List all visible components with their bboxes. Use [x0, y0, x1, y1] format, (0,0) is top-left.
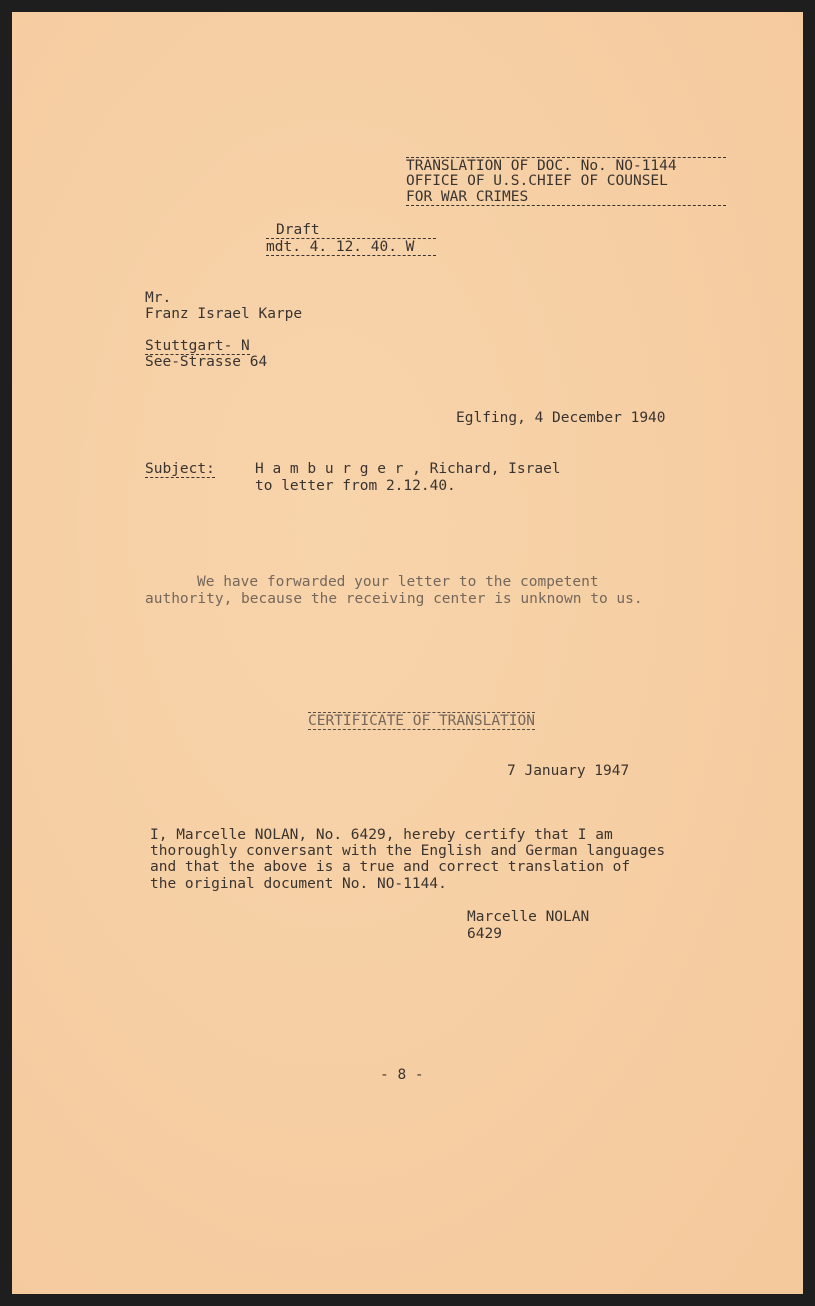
address-street: See-Strasse 64 — [145, 354, 268, 370]
subject-line-1: H a m b u r g e r , Richard, Israel — [255, 461, 561, 477]
header-line-1: TRANSLATION OF DOC. No. NO-1144 — [406, 157, 726, 174]
draft-label: Draft — [276, 222, 320, 238]
draft-mark: mdt. 4. 12. 40. W — [266, 238, 436, 256]
subject-label: Subject: — [145, 461, 215, 477]
document-page — [12, 12, 803, 1294]
address-city: Stuttgart- N — [145, 338, 250, 354]
body-line-2: authority, because the receiving center is unknown to us. — [145, 591, 643, 607]
address-name: Franz Israel Karpe — [145, 306, 303, 322]
certificate-line-3: and that the above is a true and correct translation of — [150, 859, 631, 875]
certificate-title: CERTIFICATE OF TRANSLATION — [308, 713, 535, 729]
date-line: Eglfing, 4 December 1940 — [456, 410, 666, 426]
address-salutation: Mr. — [145, 290, 172, 306]
certificate-date: 7 January 1947 — [507, 763, 630, 779]
certificate-line-2: thoroughly conversant with the English and German languages — [150, 843, 666, 859]
body-line-1: We have forwarded your letter to the competent — [197, 574, 599, 590]
certificate-line-4: the original document No. NO-1144. — [150, 876, 447, 892]
signer-number: 6429 — [467, 926, 502, 942]
page-number: - 8 - — [380, 1067, 424, 1083]
header-line-3: FOR WAR CRIMES — [406, 189, 726, 206]
signer-name: Marcelle NOLAN — [467, 909, 590, 925]
header-line-2: OFFICE OF U.S.CHIEF OF COUNSEL — [406, 173, 668, 189]
certificate-line-1: I, Marcelle NOLAN, No. 6429, hereby certify that I am — [150, 827, 613, 843]
subject-line-2: to letter from 2.12.40. — [255, 478, 456, 494]
